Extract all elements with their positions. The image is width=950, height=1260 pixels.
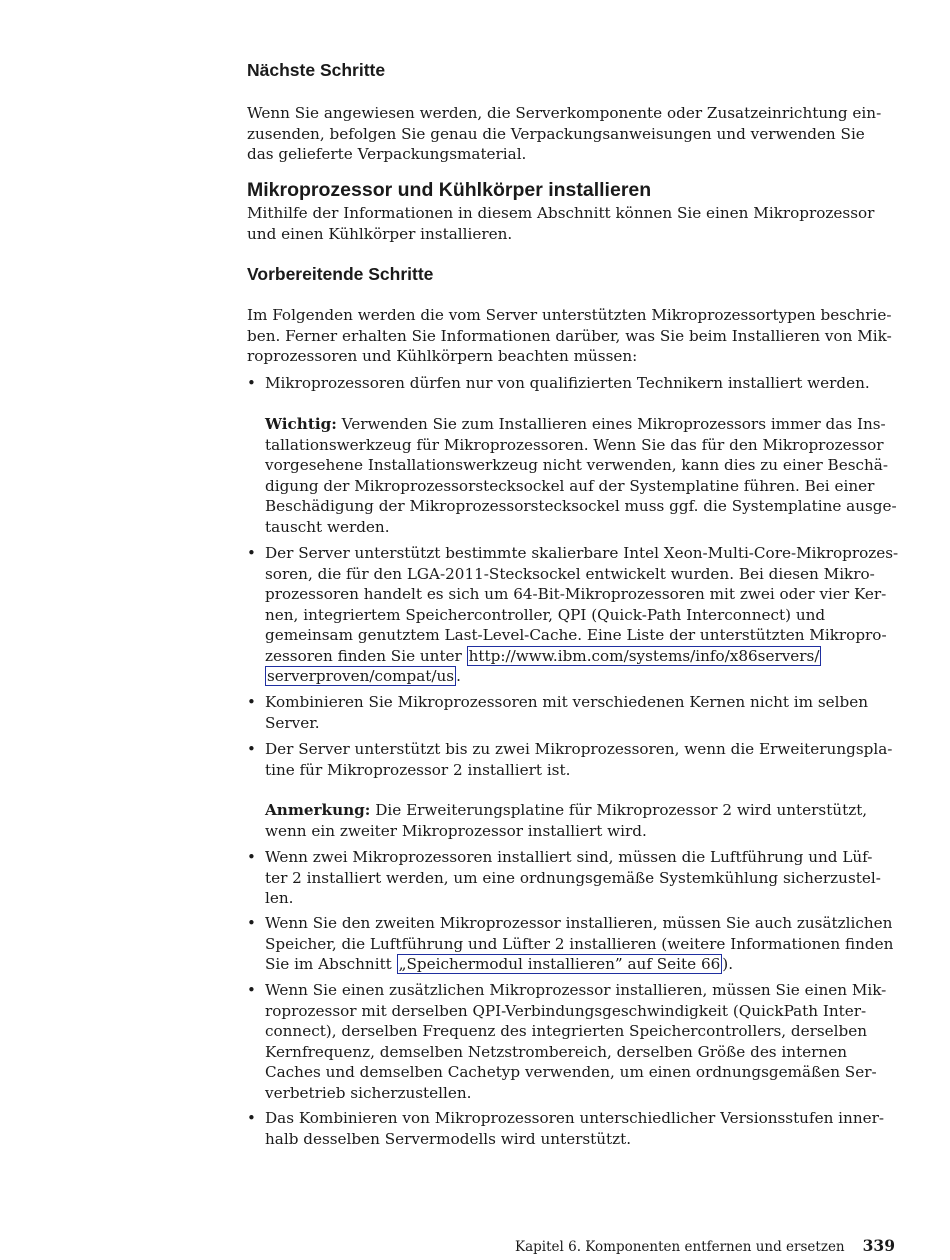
text-line: prozessoren handelt es sich um 64-Bit-Mikroprozessoren mit zwei oder vier Ker- — [265, 585, 887, 603]
text-line: Beschädigung der Mikroprozessorstecksockel muss ggf. die Systemplatine ausge- — [265, 497, 897, 515]
text-line — [265, 954, 895, 975]
text-line: ben. Ferner erhalten Sie Informationen darüber, was Sie beim Installieren von Mik- — [247, 326, 892, 345]
serverproven-link[interactable]: http://www.ibm.com/systems/info/x86servers/ — [468, 646, 820, 665]
text-line: soren, die für den LGA-2011-Stecksockel entwickelt wurden. Bei diesen Mikro- — [265, 564, 875, 583]
paragraph-vorbereitende-intro — [247, 305, 895, 367]
text-line: Das Kombinieren von Mikroprozessoren unterschiedlicher Versionsstufen inner- — [265, 1109, 884, 1127]
text-line: Der Server unterstützt bis zu zwei Mikroprozessoren, wenn die Erweiterungspla- — [265, 740, 893, 758]
text-line: Kernfrequenz, demselben Netzstrombereich, derselben Größe des internen — [265, 1042, 847, 1061]
text-line: wenn ein zweiter Mikroprozessor installiert wird. — [265, 821, 647, 840]
note-text: Die Erweiterungsplatine für Mikroprozessor 2 wird unterstützt, — [370, 801, 868, 819]
bullet-marker: • — [247, 374, 256, 392]
list-item-qualifizierte-techniker — [265, 373, 895, 394]
note-first-line — [265, 800, 895, 821]
list-item-zusaetzlicher-speicher — [265, 913, 895, 975]
paragraph-naechste-schritte — [247, 103, 895, 165]
text-line: gemeinsam genutztem Last-Level-Cache. Eine Liste der unterstützten Mikropro- — [265, 626, 887, 644]
bullet-marker: • — [247, 981, 256, 999]
list-item-luftfuehrung — [265, 847, 895, 909]
link-prefix: Sie im Abschnitt — [265, 955, 397, 973]
note-wichtig — [265, 414, 895, 537]
text-line: Wenn zwei Mikroprozessoren installiert sind, müssen die Luftführung und Lüf- — [265, 848, 873, 866]
list-item-qpi-geschwindigkeit — [265, 980, 895, 1103]
text-line: zusenden, befolgen Sie genau die Verpackungsanweisungen und verwenden Sie — [247, 124, 865, 143]
text-line: connect), derselben Frequenz des integrierten Speichercontrollers, derselben — [265, 1022, 868, 1040]
text-line — [265, 646, 895, 667]
text-line: digung der Mikroprozessorstecksockel auf der Systemplatine führen. Bei einer — [265, 476, 875, 495]
bullet-marker: • — [247, 1109, 256, 1127]
text-line: Mithilfe der Informationen in diesem Abschnitt können Sie einen Mikroprozessor — [247, 204, 875, 222]
text-line: das gelieferte Verpackungsmaterial. — [247, 145, 527, 163]
text-line: ter 2 installiert werden, um eine ordnungsgemäße Systemkühlung sicherzustel- — [265, 868, 881, 887]
text-line — [265, 666, 895, 687]
note-first-line — [265, 414, 895, 435]
list-item-zwei-mikroprozessoren — [265, 739, 895, 780]
list-item-versionsstufen — [265, 1108, 895, 1149]
link-prefix: zessoren finden Sie unter — [265, 646, 467, 665]
text-line: tine für Mikroprozessor 2 installiert ist. — [265, 760, 571, 779]
text-line: Wenn Sie den zweiten Mikroprozessor installieren, müssen Sie auch zusätzlichen — [265, 914, 893, 932]
page-footer — [515, 1236, 895, 1255]
bullet-marker: • — [247, 693, 256, 711]
footer-chapter: Kapitel 6. Komponenten entfernen und ersetzen — [515, 1239, 845, 1255]
bullet-marker: • — [247, 914, 256, 932]
text-line: Server. — [265, 713, 320, 732]
bullet-marker: • — [247, 848, 256, 866]
text-line: vorgesehene Installationswerkzeug nicht verwenden, kann dies zu einer Beschä- — [265, 456, 888, 474]
text-line: halb desselben Servermodells wird unterstützt. — [265, 1129, 632, 1148]
text-line: nen, integriertem Speichercontroller, QPI (Quick-Path Interconnect) und — [265, 605, 826, 624]
text-line: Kombinieren Sie Mikroprozessoren mit verschiedenen Kernen nicht im selben — [265, 693, 869, 711]
text-line: Im Folgenden werden die vom Server unterstützten Mikroprozessortypen beschrie- — [247, 306, 892, 324]
page-number: 339 — [862, 1236, 895, 1255]
link-suffix: ). — [722, 955, 734, 973]
note-anmerkung — [265, 800, 895, 841]
speichermodul-link[interactable]: „Speichermodul installieren” auf Seite 66 — [398, 955, 721, 973]
list-item-intel-xeon — [265, 543, 899, 687]
note-label-wichtig: Wichtig: — [265, 415, 337, 433]
text-line: Mikroprozessoren dürfen nur von qualifizierten Technikern installiert werden. — [265, 374, 870, 392]
text-line: Der Server unterstützt bestimmte skalierbare Intel Xeon-Multi-Core-Mikroprozes- — [265, 544, 899, 562]
text-line: Caches und demselben Cachetyp verwenden, um einen ordnungsgemäßen Ser- — [265, 1063, 877, 1081]
text-line: verbetrieb sicherzustellen. — [265, 1083, 472, 1102]
serverproven-link-continued[interactable]: serverproven/compat/us — [267, 667, 455, 685]
link-suffix: . — [456, 667, 461, 685]
heading-mikroprozessor-installieren: Mikroprozessor und Kühlkörper installieren — [247, 179, 652, 201]
text-line: tauscht werden. — [265, 517, 390, 536]
text-line: Speicher, die Luftführung und Lüfter 2 installieren (weitere Informationen finden — [265, 934, 894, 953]
bullet-marker: • — [247, 544, 256, 562]
heading-naechste-schritte: Nächste Schritte — [247, 60, 386, 80]
paragraph-mikroprozessor-intro — [247, 203, 895, 244]
text-line: tallationswerkzeug für Mikroprozessoren. Wenn Sie das für den Mikroprozessor — [265, 435, 884, 454]
list-item-kerne-kombinieren — [265, 692, 895, 733]
text-line: Wenn Sie angewiesen werden, die Serverkomponente oder Zusatzeinrichtung ein- — [247, 104, 882, 122]
text-line: len. — [265, 889, 294, 907]
text-line: roprozessoren und Kühlkörpern beachten müssen: — [247, 347, 638, 365]
heading-vorbereitende-schritte: Vorbereitende Schritte — [247, 264, 434, 284]
text-line: Wenn Sie einen zusätzlichen Mikroprozessor installieren, müssen Sie einen Mik- — [265, 981, 887, 999]
text-line: und einen Kühlkörper installieren. — [247, 224, 513, 243]
note-label-anmerkung: Anmerkung: — [265, 801, 371, 819]
note-text: Verwenden Sie zum Installieren eines Mikroprozessors immer das Ins- — [336, 415, 886, 433]
bullet-marker: • — [247, 740, 256, 758]
text-line: roprozessor mit derselben QPI-Verbindungsgeschwindigkeit (QuickPath Inter- — [265, 1001, 867, 1020]
